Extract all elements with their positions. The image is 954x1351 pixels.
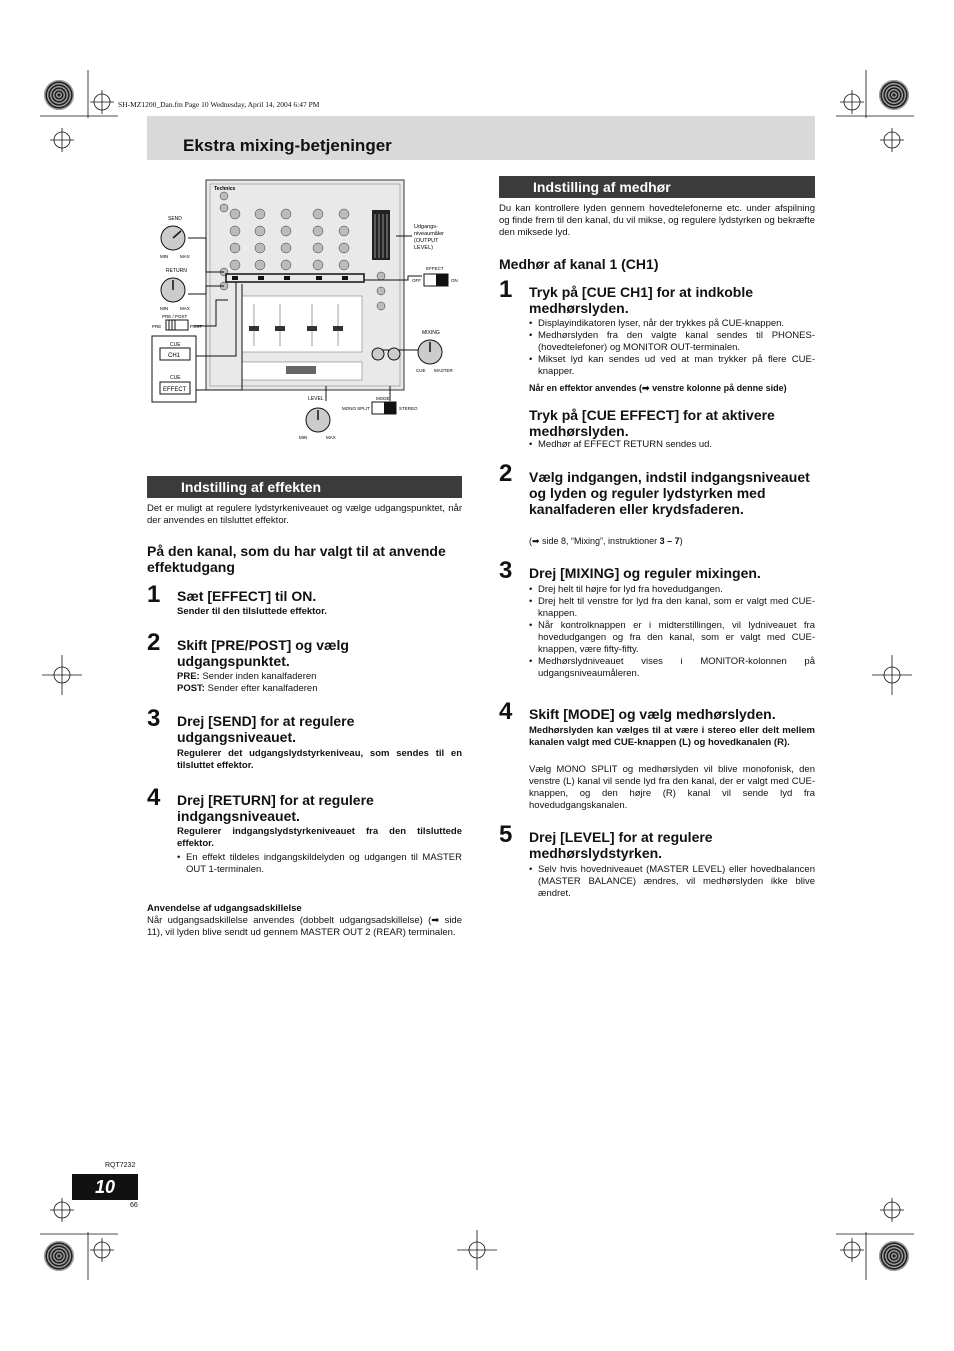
list-item: • En effekt tildeles indgangskildelyden og udgangen til MASTER OUT 1-terminalen. xyxy=(177,852,462,876)
step-bullets xyxy=(529,584,815,680)
step-bullets xyxy=(529,318,815,378)
mixing-cue-label: CUE xyxy=(416,368,426,373)
return-max-label: MAX xyxy=(180,306,190,311)
post-label: POST xyxy=(190,324,203,329)
pre-label: PRE xyxy=(152,324,162,329)
step-text: Vælg MONO SPLIT og medhørslyden vil blive monofonisk, den venstre (L) kanal vil sende lyd fra den kanal, der er valgt med CUE-knappen, og den højre (R) kanal vil sende lyd fra hovedudgangskanalen. xyxy=(529,764,815,811)
list-item: • Når kontrolknappen er i midterstillingen, vil lydniveauet fra hovedudgangen og fra den kanal, som er valgt med CUE-knappen, være fifty-fifty. xyxy=(529,620,815,656)
step-title: Tryk på [CUE CH1] for at indkoble medhørslyden. xyxy=(529,284,754,316)
list-item: • Selv hvis hovedniveauet (MASTER LEVEL) eller hovedbalancen (MASTER BALANCE) ændres, vil medhørslyden ikke blive ændret. xyxy=(529,864,815,900)
ch1-button-label: CH1 xyxy=(168,353,181,359)
step-number: 2 xyxy=(499,460,513,487)
cue-effect-bullets xyxy=(529,439,815,451)
mixing-master-label: MASTER xyxy=(434,368,453,373)
section-title-effect: Indstilling af effekten xyxy=(147,476,462,498)
effect-intro: Det er muligt at regulere lydstyrkeniveauet og vælge udgangspunktet, når der anvendes en tilsluttet effektor. xyxy=(147,503,462,526)
brand-label: Technics xyxy=(214,186,236,192)
step-number: 2 xyxy=(147,629,161,656)
step-number: 5 xyxy=(499,821,513,848)
pre-post-description xyxy=(177,671,462,695)
send-label: SEND xyxy=(168,216,182,222)
list-item: • Drej helt til venstre for lyd fra den kanal, som er valgt med CUE-knappen. xyxy=(529,596,815,620)
page-number-box xyxy=(72,1174,138,1200)
off-label: OFF xyxy=(412,278,421,283)
on-label: ON xyxy=(451,278,458,283)
ref-prefix: (➡ side 8, “Mixing”, instruktioner xyxy=(529,536,660,546)
step-number: 1 xyxy=(499,276,513,303)
effector-note: Når en effektor anvendes (➡ venstre kolonne på denne side) xyxy=(529,383,787,393)
section-title-monitor: Indstilling af medhør xyxy=(499,176,815,198)
mono-split-label: MONO SPLIT xyxy=(342,406,370,411)
list-item: • Drej helt til højre for lyd fra hovedudgangen. xyxy=(529,584,815,596)
level-min-label: MIN xyxy=(299,435,308,440)
step-number: 3 xyxy=(499,557,513,584)
cue-effect-title: Tryk på [CUE EFFECT] for at aktivere medhørslyden. xyxy=(529,407,775,439)
level-label: LEVEL xyxy=(308,396,324,402)
list-item: • Mikset lyd kan sendes ud ved at man trykker på flere CUE-knapper. xyxy=(529,354,815,378)
ref-suffix: ) xyxy=(679,536,683,546)
pre-text: Sender inden kanalfaderen xyxy=(199,671,317,682)
note-text: Når udgangsadskillelse anvendes (dobbelt udgangsadskillelse) (➡ side 11), vil lyden blive sendt ud gennem MASTER OUT 2 (REAR) terminalen. xyxy=(147,915,462,938)
list-item: • Medhørslydniveauet vises i MONITOR-kolonnen på udgangsniveaumåleren. xyxy=(529,656,815,680)
step-title: Drej [RETURN] for at regulere indgangsniveauet. xyxy=(177,792,374,824)
cue-label: CUE xyxy=(170,342,181,348)
doc-code: RQT7232 xyxy=(105,1162,136,1169)
step-bullets xyxy=(177,852,462,876)
effect-subheading: På den kanal, som du har valgt til at anvende effektudgang xyxy=(147,543,446,575)
send-min-label: MIN xyxy=(160,254,169,259)
mode-label: MODE xyxy=(376,396,390,401)
step-number: 4 xyxy=(499,698,513,725)
list-item: • Medhør af EFFECT RETURN sendes ud. xyxy=(529,439,815,451)
page-title: Ekstra mixing-betjeninger xyxy=(183,136,392,155)
effect-switch-label: EFFECT xyxy=(426,266,444,271)
step-number: 4 xyxy=(147,784,161,811)
step-text: Medhørslyden kan vælges til at være i stereo eller delt mellem kanalen valgt med CUE-knappen (L) og hovedkanalen (R). xyxy=(529,725,815,748)
list-item: • Medhørslyden fra den valgte kanal sendes til PHONES- (hovedtelefoner) og MONITOR OUT-terminalen. xyxy=(529,330,815,354)
step-bullets xyxy=(529,864,815,900)
monitor-intro: Du kan kontrollere lyden gennem hovedtelefonerne etc. under afspilning og finde frem til den kanal, du vil mikse, og regulere lydstyrken og bekræfte den miksede lyd. xyxy=(499,203,815,238)
step-text: Sender til den tilsluttede effektor. xyxy=(177,606,327,617)
step-title: Sæt [EFFECT] til ON. xyxy=(177,588,317,604)
step-title: Drej [LEVEL] for at regulere medhørslydstyrken. xyxy=(529,829,713,861)
title-band xyxy=(147,116,815,160)
pre-post-label: PRE / POST xyxy=(162,314,188,319)
mixer-diagram xyxy=(146,176,466,446)
file-info: SH-MZ1200_Dan.fm Page 10 Wednesday, April 14, 2004 6:47 PM xyxy=(118,100,320,109)
send-max-label: MAX xyxy=(180,254,190,259)
step-number: 3 xyxy=(147,705,161,732)
effect-button-label: EFFECT xyxy=(163,387,187,393)
ref-steps: 3 – 7 xyxy=(659,536,680,546)
sub-page-number: 66 xyxy=(130,1202,138,1209)
monitor-subheading: Medhør af kanal 1 (CH1) xyxy=(499,256,659,272)
step-number: 1 xyxy=(147,581,161,608)
page-number: 10 xyxy=(94,1177,116,1197)
level-max-label: MAX xyxy=(326,435,336,440)
return-min-label: MIN xyxy=(160,306,169,311)
stereo-label: STEREO xyxy=(399,406,418,411)
step-title: Vælg indgangen, indstil indgangsniveauet og lyden og reguler lydstyrken med kanalfaderen eller krydsfaderen. xyxy=(529,469,810,517)
return-label: RETURN xyxy=(166,268,187,274)
output-level-label: Udgangs- niveaumåler (OUTPUT LEVEL) xyxy=(414,224,444,251)
post-text: Sender efter kanalfaderen xyxy=(204,683,318,694)
step-text: Regulerer det udgangslydstyrkeniveau, som sendes til en tilsluttet effektor. xyxy=(177,748,462,771)
pre-term: PRE: xyxy=(177,671,200,682)
cue-effect-label: CUE xyxy=(170,375,181,381)
step-title: Drej [MIXING] og reguler mixingen. xyxy=(529,565,761,581)
list-item: • Displayindikatoren lyser, når der trykkes på CUE-knappen. xyxy=(529,318,815,330)
step-title: Skift [PRE/POST] og vælg udgangspunktet. xyxy=(177,637,349,669)
step-text: Regulerer indgangslydstyrkeniveauet fra den tilsluttede effektor. xyxy=(177,826,462,849)
step-ref xyxy=(529,535,815,547)
mixing-label: MIXING xyxy=(422,330,440,336)
step-title: Skift [MODE] og vælg medhørslyden. xyxy=(529,706,776,722)
post-term: POST: xyxy=(177,683,205,694)
note-title: Anvendelse af udgangsadskillelse xyxy=(147,903,302,914)
step-title: Drej [SEND] for at regulere udgangsniveauet. xyxy=(177,713,355,745)
